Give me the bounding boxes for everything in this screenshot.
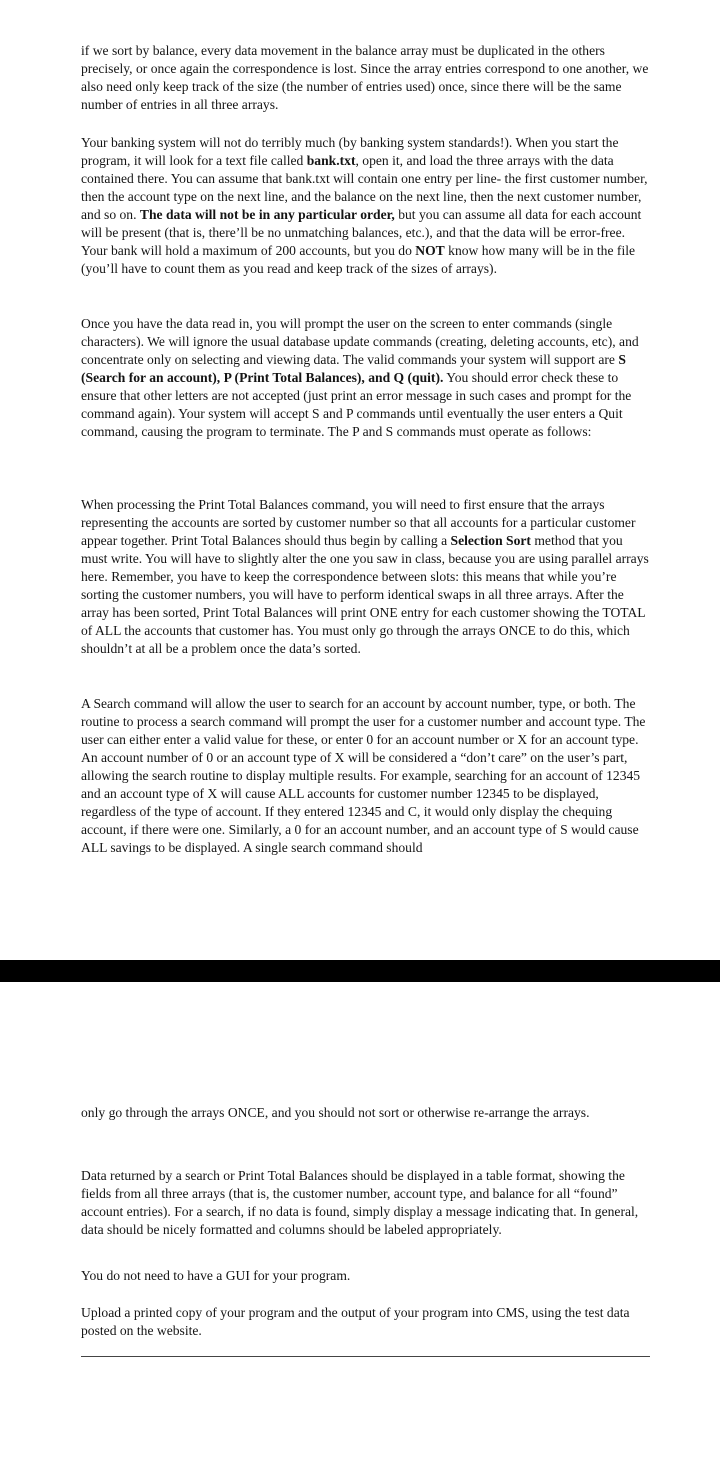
text-run: A Search command will allow the user to search for an account by account number, type, or both. The routine to process a search command will prompt the user for a customer number and account type. The user can either enter a valid value for these, or enter 0 for an account number or X for an account type. An account number of 0 or an account type of X will be considered a “don’t care” on the user’s part, allowing the search routine to display multiple results. For example, searching for an account of 12345 and an account type of X will cause ALL accounts for customer number 12345 to be displayed, regardless of the type of account. If they entered 12345 and C, it would only display the chequing account, if there were one. Similarly, a 0 for an account number, and an account type of S would cause ALL savings to be displayed. A single search command should bbox=[81, 696, 646, 855]
text-run: Data returned by a search or Print Total Balances should be displayed in a table format, showing the fields from all three arrays (that is, the customer number, account type, and balance for all “found” account entries). For a search, if no data is found, simply display a message indicating that. In general, data should be nicely formatted and columns should be labeled appropriately. bbox=[81, 1168, 639, 1237]
text-run: only go through the arrays ONCE, and you should not sort or otherwise re-arrange the arrays. bbox=[81, 1105, 590, 1120]
paragraph-text bbox=[81, 695, 651, 857]
paragraph-commands bbox=[81, 315, 651, 441]
text-run: Your banking system will not do terribly much (by banking system standards!). When you start the program, it will look for a text file called bbox=[81, 135, 619, 168]
paragraph-search-command bbox=[81, 695, 651, 857]
text-run: but you can assume all data for each account will be present (that is, there’ll be no unmatching balances, etc.), and that the data will be error-free. Your bank will hold a maximum of 200 accounts, but you do bbox=[81, 207, 642, 258]
paragraph-banking-system bbox=[81, 134, 651, 278]
paragraph-upload-instructions bbox=[81, 1304, 651, 1340]
text-run: You do not need to have a GUI for your program. bbox=[81, 1268, 351, 1283]
paragraph-text bbox=[81, 315, 651, 441]
text-run: You should error check these to ensure that other letters are not accepted (just print an error message in such cases and prompt for the command again). Your system will accept S and P commands until eventually the user enters a Quit command, causing the program to terminate. The P and S commands must operate as follows: bbox=[81, 370, 632, 439]
text-run: method that you must write. You will have to slightly alter the one you saw in class, because you are using parallel arrays here. Remember, you have to keep the correspondence between slots: this means that while you’re sorting the customer numbers, you will have to perform identical swaps in all three arrays. After the array has been sorted, Print Total Balances will print ONE entry for each customer showing the TOTAL of ALL the accounts that customer has. You must only go through the arrays ONCE to do this, which shouldn’t at all be a problem once the data’s sorted. bbox=[81, 533, 649, 656]
bold-text-run: Selection Sort bbox=[450, 533, 531, 548]
end-rule bbox=[81, 1356, 650, 1357]
paragraph-text bbox=[81, 134, 651, 278]
paragraph-text bbox=[81, 1104, 651, 1122]
bold-text-run: NOT bbox=[415, 243, 445, 258]
bold-text-run: bank.txt bbox=[306, 153, 356, 168]
text-run: Once you have the data read in, you will prompt the user on the screen to enter commands (single characters). We will ignore the usual database update commands (creating, deleting accounts, etc), and concentrate only on selecting and viewing data. The valid commands your system will support are bbox=[81, 316, 639, 367]
bold-text-run: The data will not be in any particular order, bbox=[139, 207, 395, 222]
paragraph-output-format bbox=[81, 1167, 651, 1239]
bold-text-run: S (Search for an account), P (Print Total Balances), and Q (quit). bbox=[81, 352, 626, 385]
paragraph-text bbox=[81, 1267, 651, 1285]
text-run: if we sort by balance, every data movement in the balance array must be duplicated in the others precisely, or once again the correspondence is lost. Since the array entries correspond to one another, we also need only keep track of the size (the number of entries used) once, since there will be the same number of entries in all three arrays. bbox=[81, 43, 649, 112]
page-separator bbox=[0, 960, 720, 982]
text-run: , open it, and load the three arrays with the data contained there. You can assume that bank.txt will contain one entry per line- the first customer number, then the account type on the next line, and the balance on the next line, then the next customer number, and so on. bbox=[81, 153, 648, 222]
paragraph-text bbox=[81, 1304, 651, 1340]
paragraph-text bbox=[81, 496, 651, 658]
text-run: Upload a printed copy of your program and the output of your program into CMS, using the test data posted on the website. bbox=[81, 1305, 630, 1338]
paragraph-parallel-arrays bbox=[81, 42, 651, 114]
paragraph-print-total-balances bbox=[81, 496, 651, 658]
text-run: know how many will be in the file (you’ll have to count them as you read and keep track of the sizes of arrays). bbox=[81, 243, 636, 276]
paragraph-no-gui bbox=[81, 1267, 651, 1285]
paragraph-text bbox=[81, 1167, 651, 1239]
paragraph-search-continued bbox=[81, 1104, 651, 1122]
text-run: When processing the Print Total Balances command, you will need to first ensure that the arrays representing the accounts are sorted by customer number so that all accounts for a particular customer appear together. Print Total Balances should thus begin by calling a bbox=[81, 497, 636, 548]
paragraph-text bbox=[81, 42, 651, 114]
